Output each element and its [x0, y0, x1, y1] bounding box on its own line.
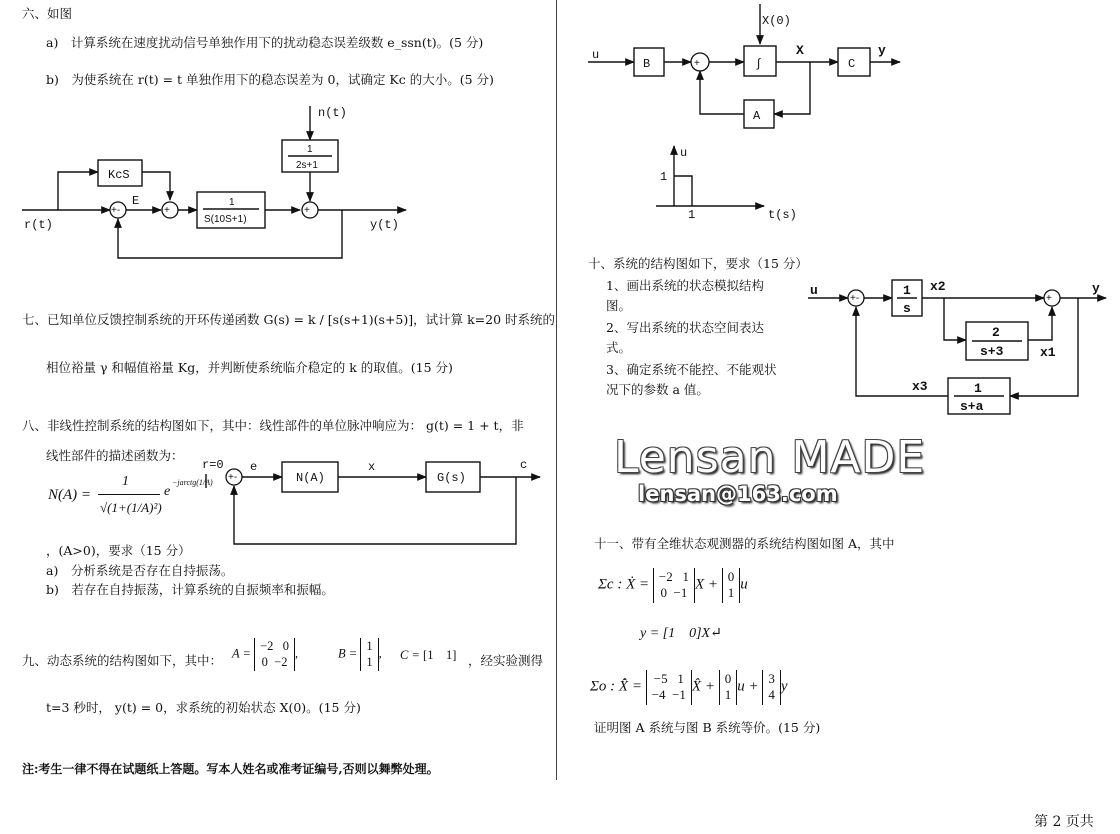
svg-text:c: c [520, 458, 528, 472]
svg-text:+: + [1046, 293, 1052, 304]
svg-text:y: y [1092, 281, 1100, 296]
q9-line1-a: 九、动态系统的结构图如下，其中： [22, 653, 223, 668]
q6-n-label: n(t) [318, 106, 347, 120]
q10-item-1b: 图。 [606, 298, 632, 313]
svg-text:∫: ∫ [755, 57, 763, 71]
q10-item-2b: 式。 [606, 340, 632, 355]
q10-diagram [808, 279, 1106, 414]
svg-text:r=0: r=0 [202, 458, 224, 472]
svg-text:x2: x2 [930, 279, 946, 294]
svg-text:2: 2 [992, 325, 1000, 340]
q11-output-eq: y = [1 0]X↵ [640, 626, 722, 641]
pulse-plot [656, 146, 797, 222]
q11-sys-c: Σc : Ẋ = −2 1 0 −1X + 0 1u [598, 568, 748, 603]
exam-note: 注:考生一律不得在试题纸上答题。写本人姓名或准考证编号,否则以舞弊处理。 [22, 762, 439, 776]
q8-formula-num: 1 [122, 474, 129, 489]
q8-condition: ，(A>0)，要求（15 分） [46, 543, 191, 558]
svg-text:y: y [878, 43, 886, 58]
q7-line1: 七、已知单位反馈控制系统的开环传递函数 G(s) = k / [s(s+1)(s+5)]，试计算 k=20 时系统的 [22, 312, 556, 327]
q11-title: 十一、带有全维状态观测器的系统结构图如图 A，其中 [594, 536, 895, 551]
svg-text:1: 1 [229, 197, 235, 208]
q8-diagram [202, 458, 540, 544]
q9-line1-b: ，经实验测得 [468, 653, 544, 668]
svg-text:X: X [796, 43, 804, 58]
q9-matrix-a: A = −2 0 0 −2, [232, 638, 298, 671]
svg-text:u: u [810, 283, 818, 298]
q10-item-3b: 况下的参数 a 值。 [606, 382, 709, 397]
q8-line2: 线性部件的描述函数为： [46, 448, 184, 463]
q6-eps-label: E [132, 194, 140, 208]
q6-y-label: y(t) [370, 218, 399, 232]
svg-text:X(0): X(0) [762, 14, 791, 28]
svg-text:x1: x1 [1040, 345, 1056, 360]
q8-line1: 八、非线性控制系统的结构图如下，其中：线性部件的单位脉冲响应为： g(t) = 1 + t，非 [22, 418, 524, 433]
svg-text:s+a: s+a [960, 399, 984, 414]
svg-text:u: u [592, 48, 600, 62]
q8-formula-e: e [164, 484, 171, 499]
q7-line2: 相位裕量 γ 和幅值裕量 Kg，并判断使系统临介稳定的 k 的取值。(15 分) [46, 360, 453, 375]
kcs-label: KcS [108, 168, 130, 182]
svg-text:x: x [368, 460, 376, 474]
svg-text:B: B [643, 57, 651, 71]
svg-text:1: 1 [974, 381, 982, 396]
q11-proof: 证明图 A 系统与图 B 系统等价。(15 分) [594, 720, 821, 735]
q8-formula-den: √(1+(1/A)²) [100, 500, 162, 515]
q10-item-2: 2、写出系统的状态空间表达 [606, 320, 764, 335]
q9-matrix-c: C = [1 1] [400, 648, 457, 662]
svg-text:+: + [694, 58, 700, 69]
q6-diagram [22, 106, 406, 258]
svg-text:1: 1 [688, 208, 696, 222]
svg-text:2s+1: 2s+1 [296, 160, 318, 171]
svg-text:e: e [250, 460, 258, 474]
q10-item-1: 1、画出系统的状态模拟结构 [606, 278, 764, 293]
q9-line2: t=3 秒时， y(t) = 0，求系统的初始状态 X(0)。(15 分) [46, 700, 361, 715]
svg-text:+-: +- [111, 205, 121, 216]
svg-text:t(s): t(s) [768, 208, 797, 222]
svg-text:N(A): N(A) [296, 471, 325, 485]
q9-matrix-b: B = 1 1, [338, 638, 382, 671]
svg-text:+-: +- [850, 293, 860, 304]
q11-sys-o: Σo : X̂̇ = −5 1 −4 −1X̂ + 0 1u + 3 4y [590, 670, 788, 705]
watermark-main: Lensan MADE [614, 432, 926, 483]
q8-part-a: a) 分析系统是否存在自持振荡。 [46, 563, 234, 578]
svg-text:+: + [164, 205, 170, 216]
svg-text:S(10S+1): S(10S+1) [204, 214, 247, 225]
watermark-email: lensan@163.com [638, 482, 838, 506]
svg-text:A: A [753, 109, 761, 123]
svg-text:1: 1 [307, 144, 313, 155]
svg-text:1: 1 [903, 283, 911, 298]
q10-title: 十、系统的结构图如下，要求（15 分） [588, 256, 808, 271]
q8-formula-exp: −jarctg(1/A) [172, 478, 213, 487]
q8-part-b: b) 若存在自持振荡，计算系统的自振频率和振幅。 [46, 582, 334, 597]
q6-part-b: b) 为使系统在 r(t) = t 单独作用下的稳态误差为 0，试确定 Kc 的大小。(5 分) [46, 72, 494, 87]
svg-text:s: s [903, 301, 911, 316]
svg-text:s+3: s+3 [980, 344, 1004, 359]
svg-text:G(s): G(s) [437, 471, 466, 485]
page-footer: 第 2 页共 [1034, 814, 1094, 830]
svg-text:u: u [680, 146, 688, 160]
q10-item-3: 3、确定系统不能控、不能观状 [606, 362, 777, 377]
svg-text:+-: +- [228, 472, 238, 483]
svg-text:1: 1 [660, 170, 668, 184]
q6-r-label: r(t) [24, 218, 53, 232]
svg-text:C: C [848, 57, 856, 71]
svg-text:+: + [304, 205, 310, 216]
q6-part-a: a) 计算系统在速度扰动信号单独作用下的扰动稳态误差级数 e_ssn(t)。(5 分) [46, 35, 484, 50]
state-diagram-b [588, 4, 900, 128]
q8-formula-lhs: N(A) = [48, 487, 92, 503]
svg-text:x3: x3 [912, 379, 928, 394]
q6-title: 六、如图 [22, 6, 73, 21]
